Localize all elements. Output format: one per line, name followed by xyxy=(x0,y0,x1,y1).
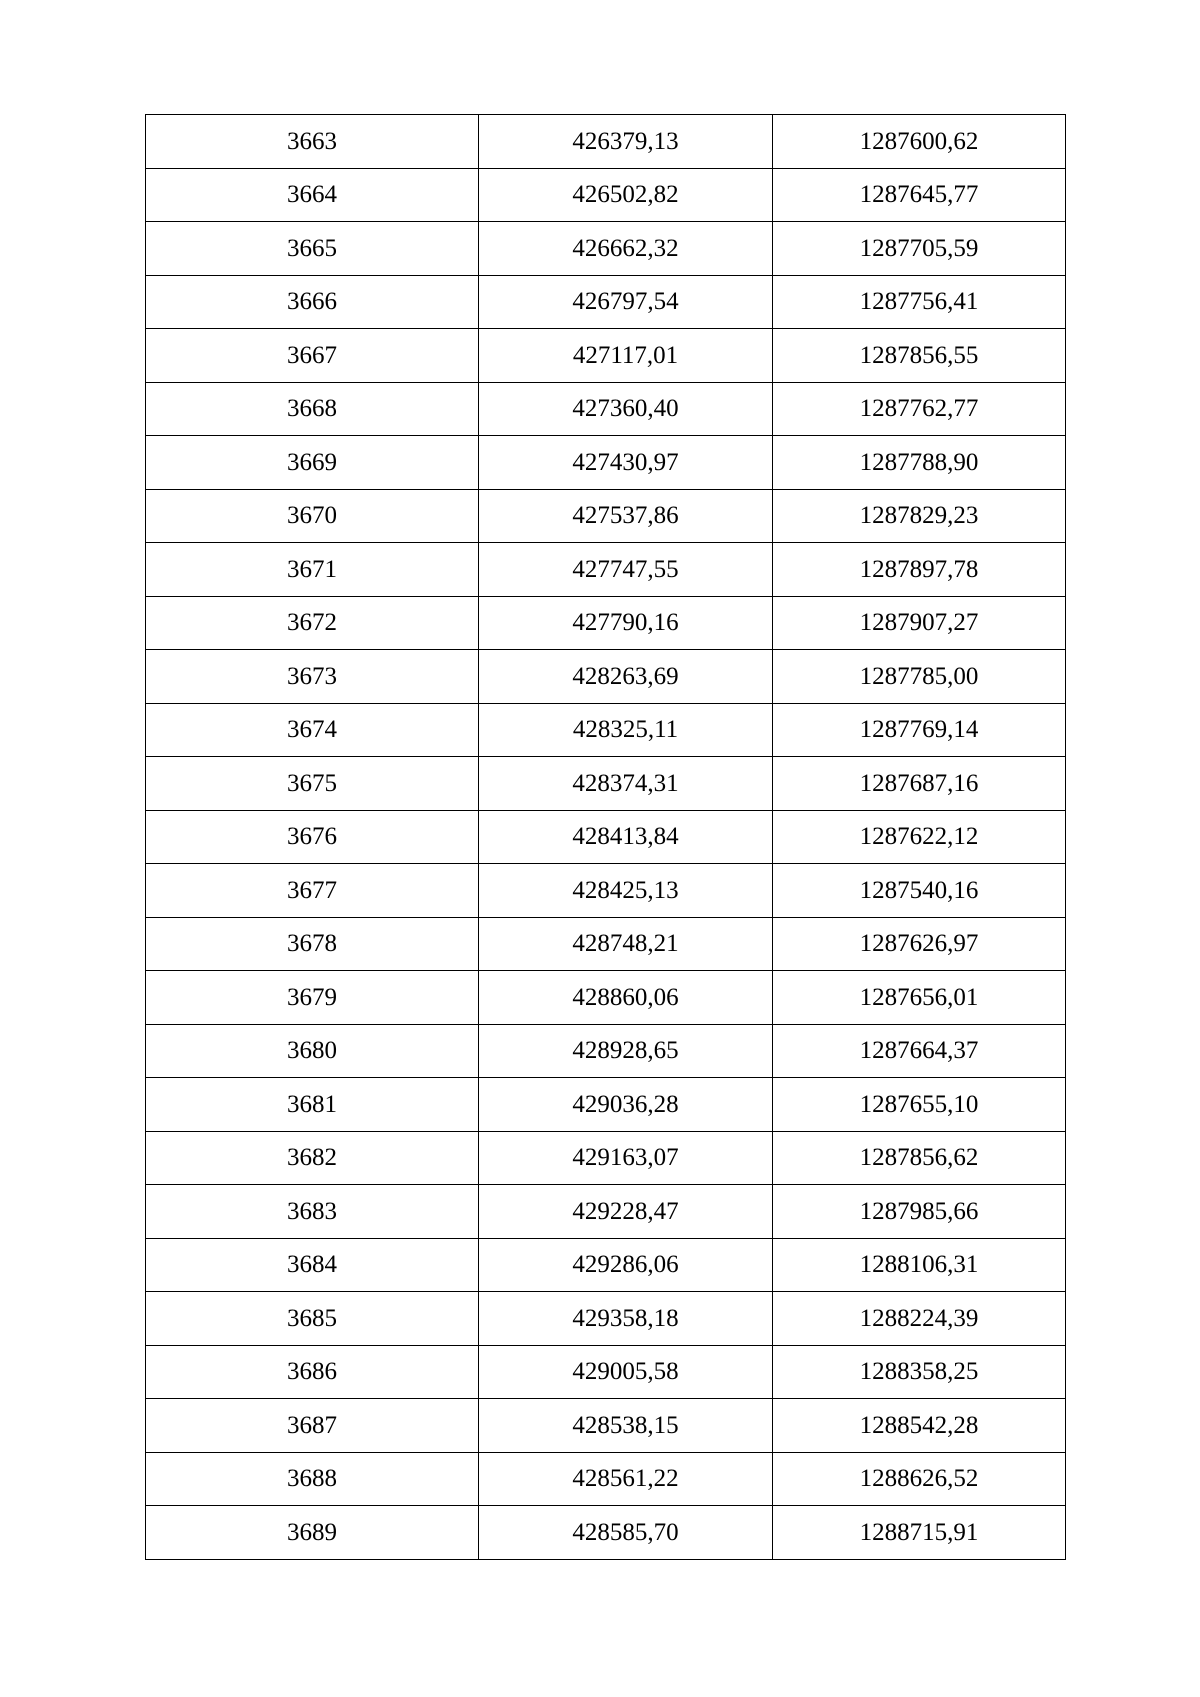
point-number-cell: 3678 xyxy=(146,917,479,971)
x-coordinate-cell: 429036,28 xyxy=(479,1078,773,1132)
x-coordinate-cell: 427537,86 xyxy=(479,489,773,543)
y-coordinate-cell: 1287600,62 xyxy=(773,115,1066,169)
y-coordinate-cell: 1287756,41 xyxy=(773,275,1066,329)
x-coordinate-cell: 428561,22 xyxy=(479,1452,773,1506)
table-row xyxy=(146,650,1066,704)
coordinates-table-body xyxy=(146,115,1066,1560)
x-coordinate-cell: 428860,06 xyxy=(479,971,773,1025)
x-coordinate-cell: 429286,06 xyxy=(479,1238,773,1292)
x-coordinate-cell: 428325,11 xyxy=(479,703,773,757)
point-number-cell: 3677 xyxy=(146,864,479,918)
point-number-cell: 3688 xyxy=(146,1452,479,1506)
x-coordinate-cell: 427360,40 xyxy=(479,382,773,436)
x-coordinate-cell: 428748,21 xyxy=(479,917,773,971)
table-row xyxy=(146,864,1066,918)
table-row xyxy=(146,1506,1066,1560)
point-number-cell: 3683 xyxy=(146,1185,479,1239)
table-row xyxy=(146,115,1066,169)
y-coordinate-cell: 1287664,37 xyxy=(773,1024,1066,1078)
point-number-cell: 3680 xyxy=(146,1024,479,1078)
point-number-cell: 3666 xyxy=(146,275,479,329)
table-row xyxy=(146,1452,1066,1506)
x-coordinate-cell: 427117,01 xyxy=(479,329,773,383)
point-number-cell: 3665 xyxy=(146,222,479,276)
y-coordinate-cell: 1288224,39 xyxy=(773,1292,1066,1346)
x-coordinate-cell: 428374,31 xyxy=(479,757,773,811)
y-coordinate-cell: 1287769,14 xyxy=(773,703,1066,757)
y-coordinate-cell: 1287907,27 xyxy=(773,596,1066,650)
x-coordinate-cell: 426662,32 xyxy=(479,222,773,276)
x-coordinate-cell: 426379,13 xyxy=(479,115,773,169)
y-coordinate-cell: 1287897,78 xyxy=(773,543,1066,597)
point-number-cell: 3685 xyxy=(146,1292,479,1346)
table-row xyxy=(146,275,1066,329)
x-coordinate-cell: 426502,82 xyxy=(479,168,773,222)
y-coordinate-cell: 1287788,90 xyxy=(773,436,1066,490)
x-coordinate-cell: 429228,47 xyxy=(479,1185,773,1239)
point-number-cell: 3671 xyxy=(146,543,479,597)
table-row xyxy=(146,1185,1066,1239)
y-coordinate-cell: 1287856,55 xyxy=(773,329,1066,383)
table-row xyxy=(146,917,1066,971)
table-row xyxy=(146,168,1066,222)
point-number-cell: 3674 xyxy=(146,703,479,757)
point-number-cell: 3675 xyxy=(146,757,479,811)
y-coordinate-cell: 1287655,10 xyxy=(773,1078,1066,1132)
x-coordinate-cell: 428928,65 xyxy=(479,1024,773,1078)
y-coordinate-cell: 1288542,28 xyxy=(773,1399,1066,1453)
point-number-cell: 3670 xyxy=(146,489,479,543)
x-coordinate-cell: 428413,84 xyxy=(479,810,773,864)
table-row xyxy=(146,1024,1066,1078)
point-number-cell: 3681 xyxy=(146,1078,479,1132)
point-number-cell: 3679 xyxy=(146,971,479,1025)
x-coordinate-cell: 429358,18 xyxy=(479,1292,773,1346)
point-number-cell: 3669 xyxy=(146,436,479,490)
table-row xyxy=(146,703,1066,757)
point-number-cell: 3668 xyxy=(146,382,479,436)
y-coordinate-cell: 1287626,97 xyxy=(773,917,1066,971)
y-coordinate-cell: 1287856,62 xyxy=(773,1131,1066,1185)
x-coordinate-cell: 428263,69 xyxy=(479,650,773,704)
point-number-cell: 3686 xyxy=(146,1345,479,1399)
y-coordinate-cell: 1287829,23 xyxy=(773,489,1066,543)
point-number-cell: 3673 xyxy=(146,650,479,704)
point-number-cell: 3689 xyxy=(146,1506,479,1560)
x-coordinate-cell: 426797,54 xyxy=(479,275,773,329)
table-row xyxy=(146,1292,1066,1346)
table-row xyxy=(146,489,1066,543)
table-row xyxy=(146,1131,1066,1185)
y-coordinate-cell: 1288715,91 xyxy=(773,1506,1066,1560)
table-row xyxy=(146,436,1066,490)
y-coordinate-cell: 1287785,00 xyxy=(773,650,1066,704)
y-coordinate-cell: 1287622,12 xyxy=(773,810,1066,864)
y-coordinate-cell: 1287656,01 xyxy=(773,971,1066,1025)
point-number-cell: 3676 xyxy=(146,810,479,864)
point-number-cell: 3663 xyxy=(146,115,479,169)
x-coordinate-cell: 429005,58 xyxy=(479,1345,773,1399)
x-coordinate-cell: 429163,07 xyxy=(479,1131,773,1185)
x-coordinate-cell: 428585,70 xyxy=(479,1506,773,1560)
table-row xyxy=(146,1238,1066,1292)
table-row xyxy=(146,1078,1066,1132)
point-number-cell: 3682 xyxy=(146,1131,479,1185)
y-coordinate-cell: 1287687,16 xyxy=(773,757,1066,811)
table-row xyxy=(146,1345,1066,1399)
table-row xyxy=(146,222,1066,276)
table-row xyxy=(146,810,1066,864)
y-coordinate-cell: 1287705,59 xyxy=(773,222,1066,276)
table-row xyxy=(146,596,1066,650)
table-row xyxy=(146,971,1066,1025)
y-coordinate-cell: 1288106,31 xyxy=(773,1238,1066,1292)
y-coordinate-cell: 1287645,77 xyxy=(773,168,1066,222)
y-coordinate-cell: 1287540,16 xyxy=(773,864,1066,918)
x-coordinate-cell: 428538,15 xyxy=(479,1399,773,1453)
table-row xyxy=(146,382,1066,436)
y-coordinate-cell: 1288626,52 xyxy=(773,1452,1066,1506)
table-row xyxy=(146,1399,1066,1453)
x-coordinate-cell: 427430,97 xyxy=(479,436,773,490)
point-number-cell: 3664 xyxy=(146,168,479,222)
point-number-cell: 3672 xyxy=(146,596,479,650)
table-row xyxy=(146,757,1066,811)
y-coordinate-cell: 1287985,66 xyxy=(773,1185,1066,1239)
y-coordinate-cell: 1287762,77 xyxy=(773,382,1066,436)
x-coordinate-cell: 427747,55 xyxy=(479,543,773,597)
point-number-cell: 3684 xyxy=(146,1238,479,1292)
point-number-cell: 3687 xyxy=(146,1399,479,1453)
table-row xyxy=(146,329,1066,383)
point-number-cell: 3667 xyxy=(146,329,479,383)
x-coordinate-cell: 428425,13 xyxy=(479,864,773,918)
x-coordinate-cell: 427790,16 xyxy=(479,596,773,650)
table-row xyxy=(146,543,1066,597)
y-coordinate-cell: 1288358,25 xyxy=(773,1345,1066,1399)
coordinates-table xyxy=(145,114,1066,1560)
